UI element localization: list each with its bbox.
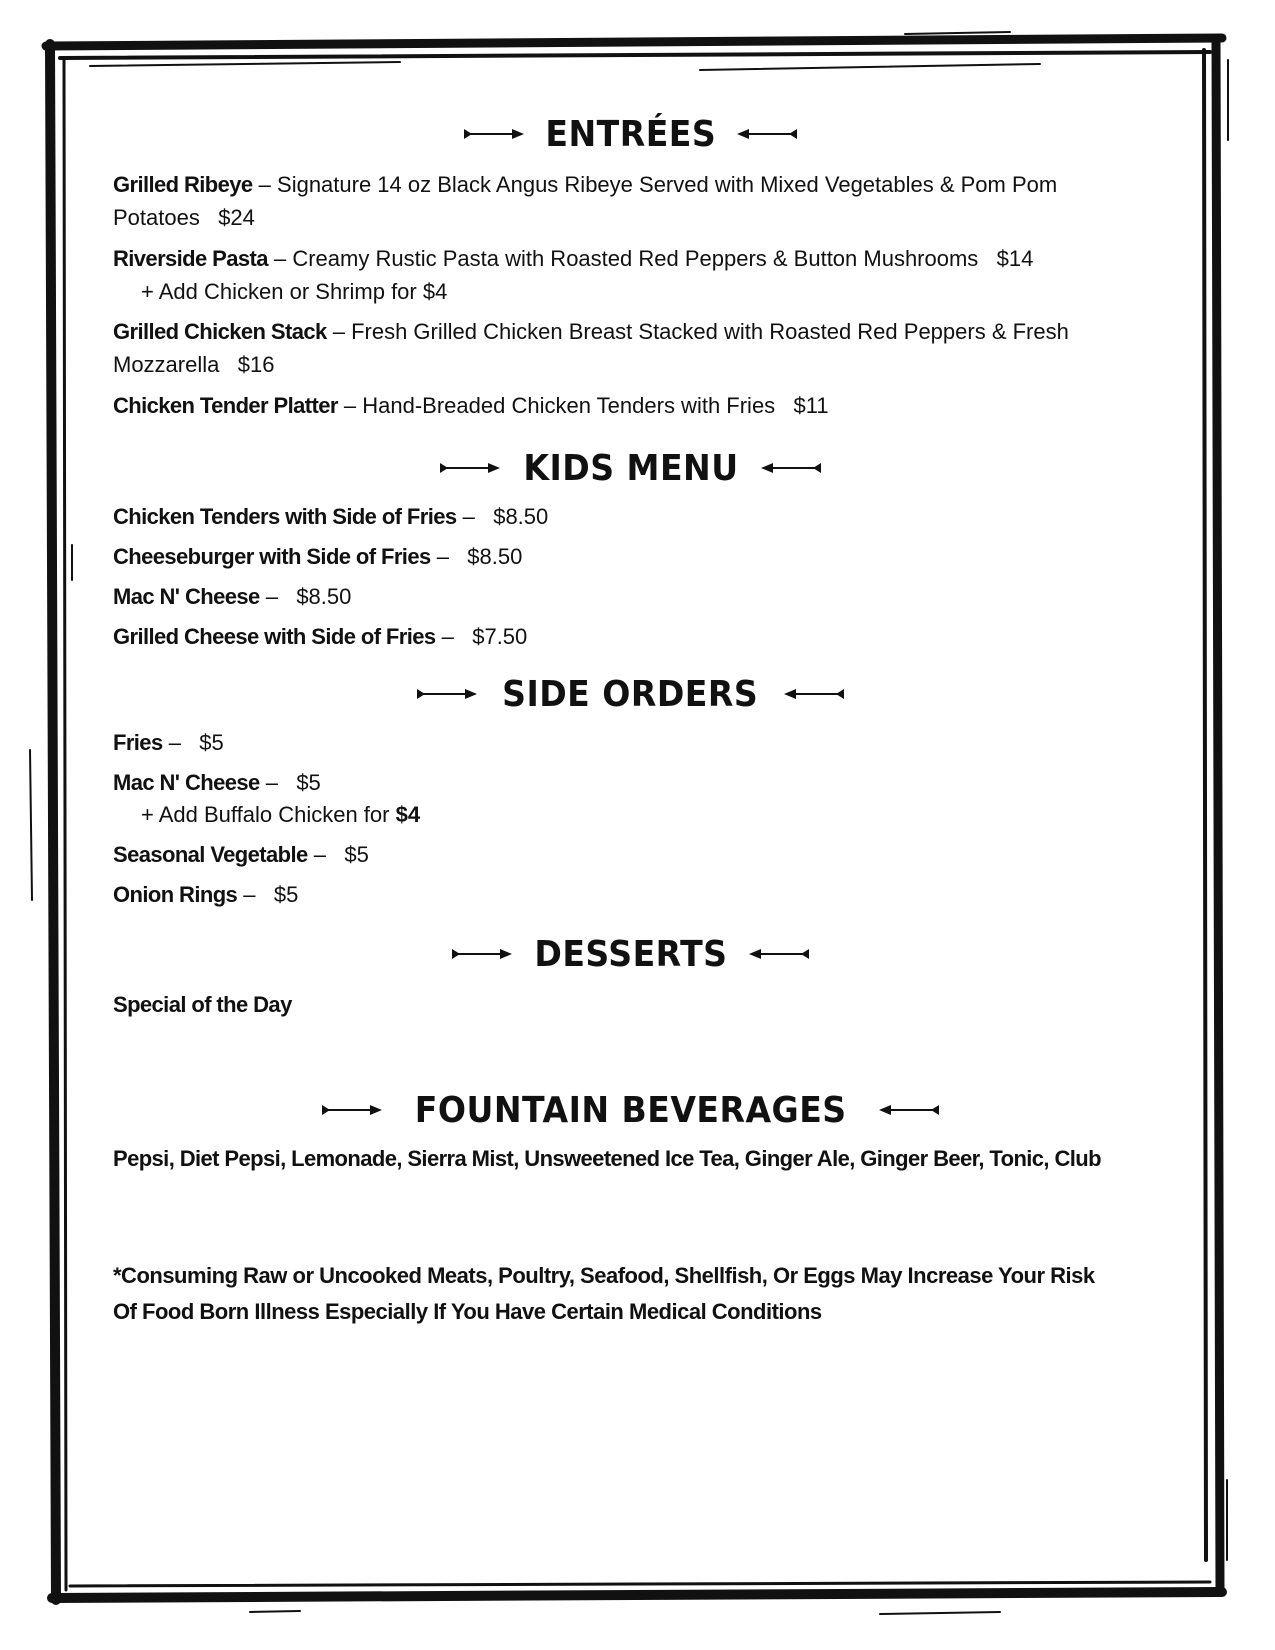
item-price: $8.50 — [296, 584, 352, 609]
beverages-header — [113, 1086, 1148, 1134]
kids-item-cheeseburger — [113, 540, 1148, 573]
arrow-right-icon — [415, 686, 479, 702]
section-title-kids-menu: KIDS MENU — [522, 447, 739, 489]
item-name: Mac N' Cheese — [113, 584, 260, 609]
item-separator: – — [162, 730, 188, 755]
addon-text: + Add Buffalo Chicken for — [141, 802, 396, 827]
kids-item-chicken-tenders — [113, 500, 1148, 533]
item-addon: + Add Chicken or Shrimp for $4 — [141, 279, 448, 304]
item-name: Fries — [113, 730, 163, 755]
food-safety-disclaimer: *Consuming Raw or Uncooked Meats, Poultry, Seafood, Shellfish, Or Eggs May Increase Your Risk Of Food Born Illness Especially If You Have Certain Medical Conditions — [113, 1263, 1095, 1324]
item-price: $24 — [218, 205, 255, 230]
item-name: Onion Rings — [113, 882, 238, 907]
item-name: Chicken Tenders with Side of Fries — [113, 504, 457, 529]
arrow-right-icon — [438, 460, 502, 476]
item-description: Creamy Rustic Pasta with Roasted Red Peppers & Button Mushrooms — [292, 246, 979, 271]
side-item-onion-rings — [113, 878, 1148, 911]
item-price: $8.50 — [493, 504, 549, 529]
item-description: Hand-Breaded Chicken Tenders with Fries — [362, 393, 776, 418]
item-separator: – — [435, 624, 460, 649]
item-price: $7.50 — [472, 624, 528, 649]
arrow-left-icon — [877, 1102, 941, 1118]
menu-item-riverside-pasta — [113, 242, 1148, 275]
menu-item-chicken-tender-platter — [113, 389, 1148, 422]
arrow-left-icon — [747, 946, 811, 962]
item-price: $11 — [793, 393, 829, 418]
item-separator: – — [267, 246, 293, 271]
side-item-mac-n-cheese — [113, 766, 1148, 799]
side-item-seasonal-vegetable — [113, 838, 1148, 871]
item-description: Fresh Grilled Chicken Breast Stacked with Roasted Red Peppers & Fresh Mozzarella — [113, 319, 1069, 377]
item-name: Riverside Pasta — [113, 246, 268, 271]
item-separator: – — [307, 842, 333, 867]
item-separator: – — [252, 172, 278, 197]
item-price: $5 — [199, 730, 224, 755]
dessert-special — [113, 988, 1148, 1021]
item-separator: – — [326, 319, 352, 344]
addon-price: $4 — [395, 802, 421, 827]
item-price: $8.50 — [467, 544, 523, 569]
side-item-fries — [113, 726, 1148, 759]
item-name: Grilled Ribeye — [113, 172, 253, 197]
item-name: Cheeseburger with Side of Fries — [113, 544, 431, 569]
arrow-left-icon — [759, 460, 823, 476]
item-name: Seasonal Vegetable — [113, 842, 308, 867]
menu-item-grilled-ribeye — [113, 168, 1148, 234]
item-separator: – — [456, 504, 481, 529]
dessert-text: Special of the Day — [113, 992, 292, 1017]
item-separator: – — [259, 770, 285, 795]
item-description: Signature 14 oz Black Angus Ribeye Served with Mixed Vegetables & Pom Pom Potatoes — [113, 172, 1058, 230]
side-orders-header — [113, 670, 1148, 718]
kids-item-grilled-cheese — [113, 620, 1148, 653]
section-title-beverages: FOUNTAIN BEVERAGES — [414, 1089, 847, 1131]
menu-item-grilled-chicken-stack — [113, 315, 1148, 381]
section-title-entrees: ENTRÉES — [545, 113, 716, 155]
item-separator: – — [430, 544, 456, 569]
beverage-list: Pepsi, Diet Pepsi, Lemonade, Sierra Mist, Unsweetened Ice Tea, Ginger Ale, Ginger Beer, Tonic, Club — [113, 1146, 1101, 1171]
kids-menu-header — [113, 444, 1148, 492]
item-name: Mac N' Cheese — [113, 770, 260, 795]
item-separator: – — [337, 393, 363, 418]
item-name: Grilled Cheese with Side of Fries — [113, 624, 436, 649]
arrow-left-icon — [735, 126, 799, 142]
item-name: Chicken Tender Platter — [113, 393, 338, 418]
item-separator: – — [237, 882, 262, 907]
item-price: $5 — [344, 842, 369, 867]
item-price: $5 — [296, 770, 321, 795]
item-price: $16 — [237, 352, 275, 377]
section-title-desserts: DESSERTS — [533, 933, 728, 975]
arrow-right-icon — [450, 946, 514, 962]
menu-content — [113, 110, 1148, 1330]
kids-item-mac-n-cheese — [113, 580, 1148, 613]
item-separator: – — [259, 584, 285, 609]
section-title-side-orders: SIDE ORDERS — [502, 673, 759, 715]
arrow-left-icon — [782, 686, 846, 702]
arrow-right-icon — [320, 1102, 384, 1118]
arrow-right-icon — [462, 126, 526, 142]
item-price: $5 — [273, 882, 299, 907]
desserts-header — [113, 930, 1148, 978]
item-name: Grilled Chicken Stack — [113, 319, 327, 344]
item-price: $14 — [996, 246, 1034, 271]
item-addon — [141, 800, 1148, 830]
entrees-header — [113, 110, 1148, 158]
